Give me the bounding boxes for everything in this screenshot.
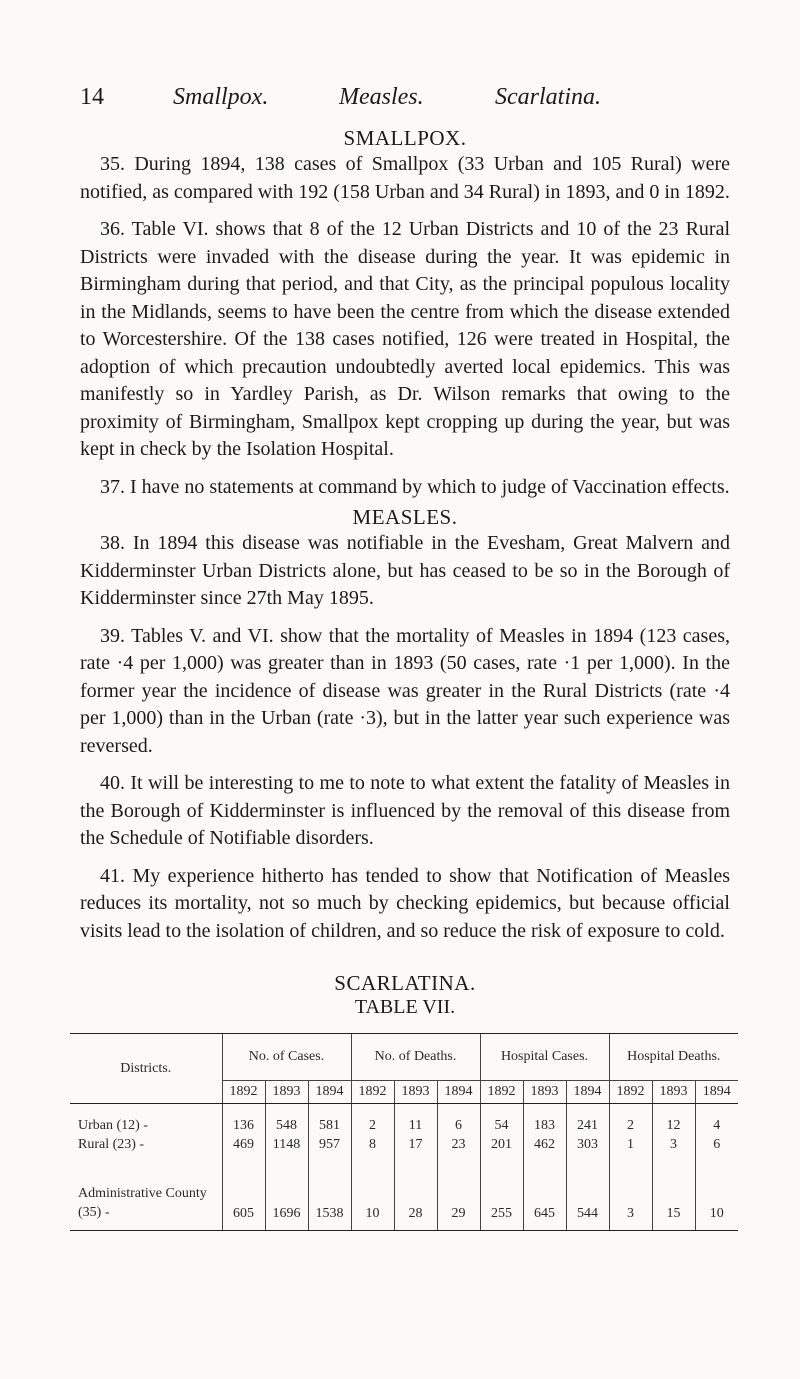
table-cell: 183 462 (523, 1104, 566, 1177)
group-header-hospital-deaths: Hospital Deaths. (609, 1034, 738, 1081)
total-label-line2: (35) - (78, 1205, 110, 1220)
table-cell: 28 (394, 1176, 437, 1231)
table-cell: 11 17 (394, 1104, 437, 1177)
table-row-total (70, 1176, 738, 1231)
total-label-line1: Administrative County (78, 1186, 207, 1201)
total-label-cell (70, 1176, 222, 1231)
group-header-deaths: No. of Deaths. (351, 1034, 480, 1081)
paragraph-35: 35. During 1894, 138 cases of Smallpox (33 Urban and 105 Rural) were notified, as compared with 192 (158 Urban and 34 Rural) in 1893, and 0 in 1892. (80, 153, 730, 203)
districts-header: Districts. (70, 1034, 222, 1104)
table-cell: 645 (523, 1176, 566, 1231)
table-cell: 548 1148 (265, 1104, 308, 1177)
table-title: TABLE VII. (354, 996, 456, 1018)
paragraph-38: 38. In 1894 this disease was notifiable in the Evesham, Great Malvern and Kidderminster Urban Districts alone, but has ceased to be so in the Borough of Kidderminster since 27th May 1895. (80, 532, 730, 609)
district-label-cell (70, 1104, 222, 1177)
paragraph-39: 39. Tables V. and VI. show that the mortality of Measles in 1894 (123 cases, rate ·4 per 1,000) was greater than in 1893 (50 cases, rate ·1 per 1,000). In the former year the incidence of disease was greater in the Rural Districts (rate ·4 per 1,000) than in the Urban (rate ·3), but in the latter year such experience was reversed. (80, 624, 730, 757)
table-cell: 2 8 (351, 1104, 394, 1177)
group-header-hospital-cases: Hospital Cases. (480, 1034, 609, 1081)
year-header: 1894 (695, 1081, 738, 1104)
year-header: 1892 (351, 1081, 394, 1104)
table-cell: 6 23 (437, 1104, 480, 1177)
year-header: 1893 (265, 1081, 308, 1104)
table-cell: 4 6 (695, 1104, 738, 1177)
year-header: 1894 (437, 1081, 480, 1104)
document-page (80, 84, 730, 1231)
table-cell: 544 (566, 1176, 609, 1231)
district-label-urban: Urban (12) - (78, 1118, 148, 1133)
table-cell: 29 (437, 1176, 480, 1231)
table-cell: 2 1 (609, 1104, 652, 1177)
header-topic-smallpox: Smallpox. (173, 84, 269, 110)
table-cell: 1538 (308, 1176, 351, 1231)
year-header: 1892 (480, 1081, 523, 1104)
table-cell: 3 (609, 1176, 652, 1231)
table-cell: 136 469 (222, 1104, 265, 1177)
year-header: 1894 (308, 1081, 351, 1104)
paragraph-37: 37. I have no statements at command by which to judge of Vaccination effects. (100, 475, 730, 498)
table-cell: 15 (652, 1176, 695, 1231)
paragraph-41: 41. My experience hitherto has tended to show that Notification of Measles reduces its mortality, not so much by checking epidemics, but because official visits lead to the isolation of children, and so reduce the risk of exposure to cold. (80, 864, 730, 942)
header-topic-scarlatina: Scarlatina. (495, 84, 601, 110)
table-cell: 255 (480, 1176, 523, 1231)
year-header: 1893 (652, 1081, 695, 1104)
table-cell: 10 (695, 1176, 738, 1231)
paragraph-36: 36. Table VI. shows that 8 of the 12 Urban Districts and 10 of the 23 Rural Districts were invaded with the disease during the year. It was epidemic in Birmingham during that period, and that City, as the principal populous locality in the Midlands, seems to have been the centre from which the disease extended to Worcestershire. Of the 138 cases notified, 126 were treated in Hospital, the adoption of which precaution undoubtedly averted local epidemics. This was manifestly so in Yardley Parish, as Dr. Wilson remarks that owing to the proximity of Birmingham, Smallpox kept cropping up during the year, but was kept in check by the Isolation Hospital. (80, 218, 730, 460)
table-cell: 605 (222, 1176, 265, 1231)
scarlatina-heading: SCARLATINA. (334, 971, 476, 995)
year-header: 1893 (523, 1081, 566, 1104)
table-cell: 241 303 (566, 1104, 609, 1177)
table-cell: 54 201 (480, 1104, 523, 1177)
year-header: 1894 (566, 1081, 609, 1104)
year-header: 1892 (609, 1081, 652, 1104)
year-header: 1893 (394, 1081, 437, 1104)
header-topic-measles: Measles. (339, 84, 424, 110)
table-cell: 10 (351, 1176, 394, 1231)
table-row (70, 1104, 738, 1177)
smallpox-heading: SMALLPOX. (343, 126, 467, 150)
table-cell: 581 957 (308, 1104, 351, 1177)
table-cell: 12 3 (652, 1104, 695, 1177)
running-header (80, 84, 730, 120)
year-header: 1892 (222, 1081, 265, 1104)
scarlatina-table (70, 1033, 738, 1231)
district-label-rural: Rural (23) - (78, 1137, 145, 1152)
group-header-cases: No. of Cases. (222, 1034, 351, 1081)
table-cell: 1696 (265, 1176, 308, 1231)
paragraph-40: 40. It will be interesting to me to note to what extent the fatality of Measles in the Borough of Kidderminster is influenced by the removal of this disease from the Schedule of Notifiable disorders. (80, 772, 730, 849)
page-number: 14 (80, 84, 104, 110)
measles-heading: MEASLES. (352, 505, 458, 529)
